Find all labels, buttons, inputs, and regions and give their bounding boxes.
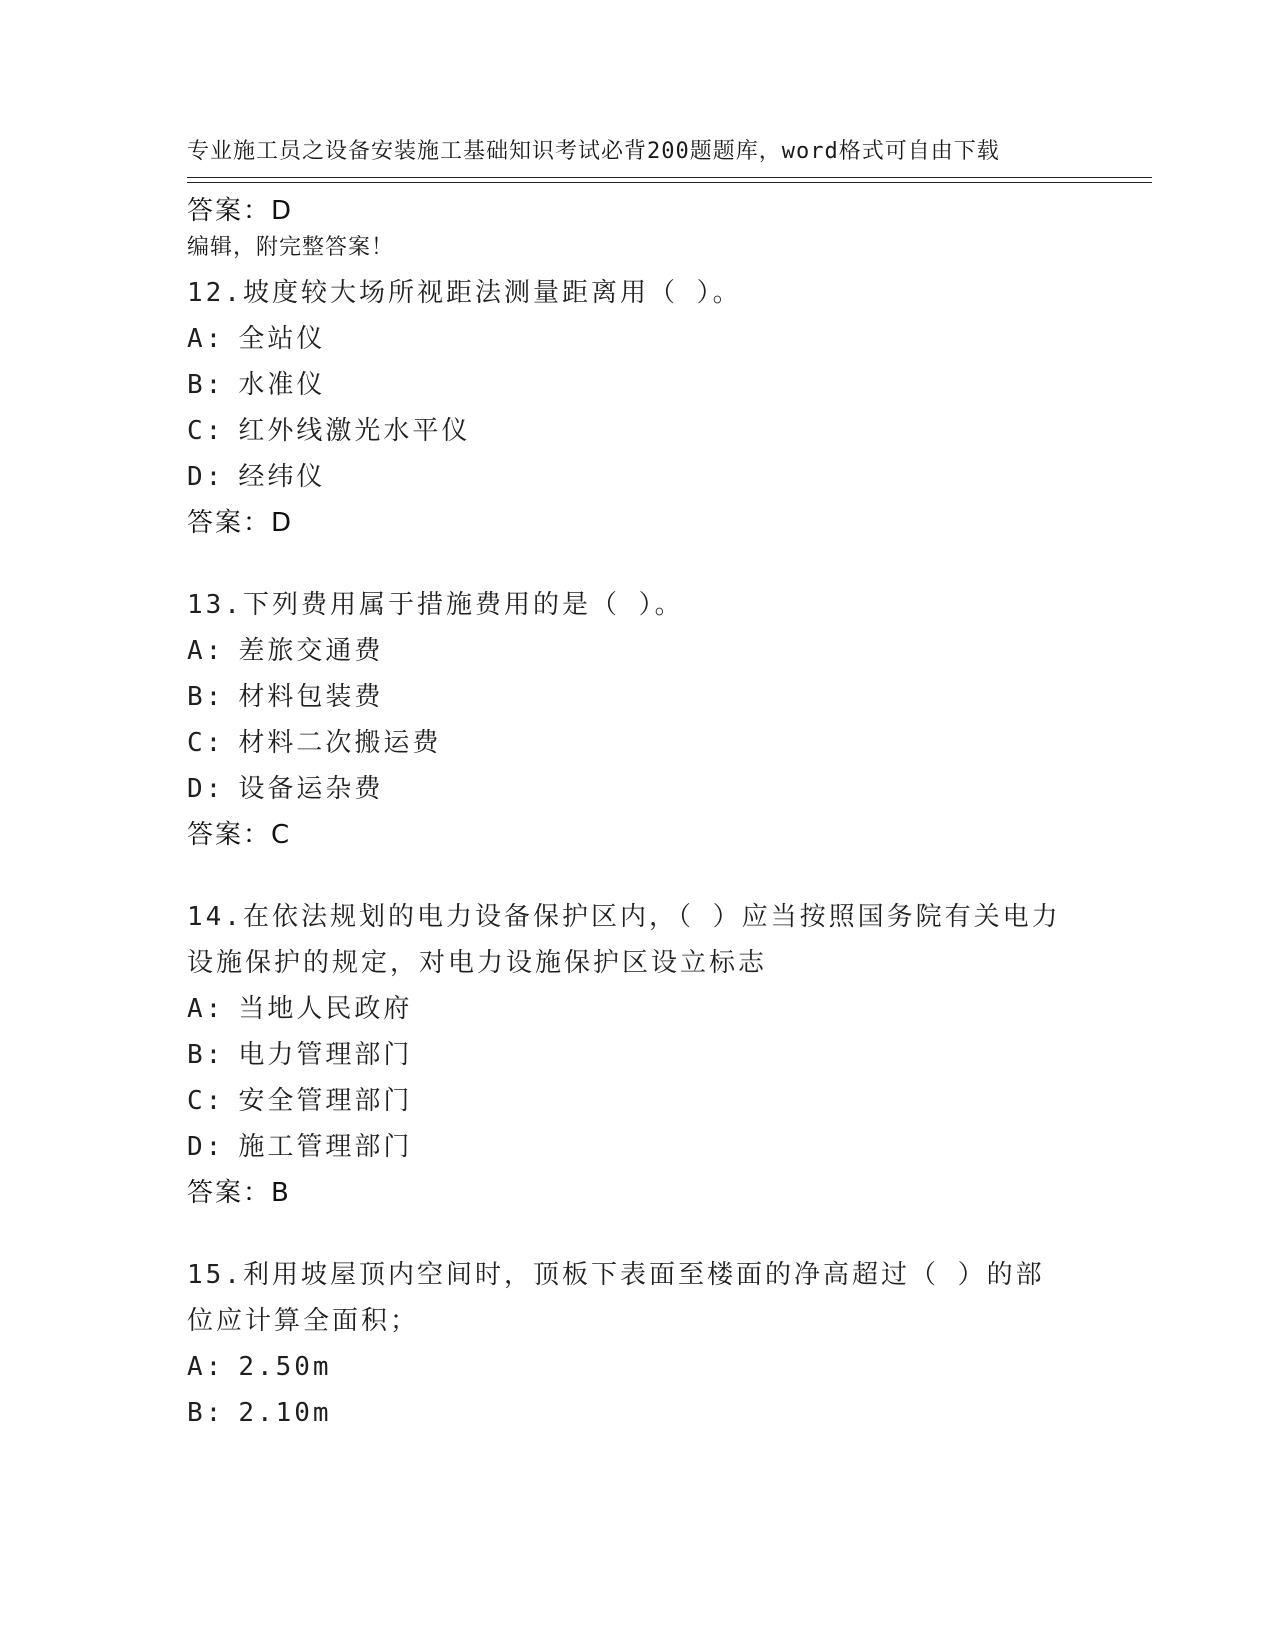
- option-b: [187, 674, 1067, 720]
- question-item: [187, 894, 1067, 1216]
- option-text: 材料二次搬运费: [238, 728, 442, 758]
- option-c: [187, 720, 1067, 766]
- option-letter: A:: [187, 324, 225, 354]
- option-text: 红外线激光水平仪: [238, 416, 471, 446]
- option-text: 2.10m: [238, 1398, 332, 1428]
- option-text: 材料包装费: [238, 682, 384, 712]
- option-text: 施工管理部门: [238, 1132, 413, 1162]
- answer-line: 答案：D: [187, 196, 294, 226]
- option-d: [187, 1124, 1067, 1170]
- option-text: 2.50m: [238, 1352, 332, 1382]
- option-a: [187, 628, 1067, 674]
- header-divider-top: [187, 177, 1152, 178]
- option-text: 经纬仪: [238, 462, 326, 492]
- question-list: [187, 188, 1067, 1436]
- option-text: 安全管理部门: [238, 1086, 413, 1116]
- option-letter: C:: [187, 416, 225, 446]
- header-line-1: 专业施工员之设备安装施工基础知识考试必背200题题库，word格式可自由下载: [187, 139, 1000, 164]
- option-a: [187, 1344, 1067, 1390]
- option-letter: B:: [187, 1398, 225, 1428]
- question-stem: 13.下列费用属于措施费用的是（ ）。: [187, 590, 684, 620]
- header-line-2: 编辑，附完整答案！: [187, 235, 395, 260]
- option-letter: D:: [187, 462, 225, 492]
- option-b: [187, 1390, 1067, 1436]
- option-letter: C:: [187, 1086, 225, 1116]
- question-item: [187, 582, 1067, 858]
- option-letter: A:: [187, 1352, 225, 1382]
- option-c: [187, 1078, 1067, 1124]
- header-divider-bottom: [187, 182, 1152, 183]
- option-letter: D:: [187, 774, 225, 804]
- option-letter: A:: [187, 994, 225, 1024]
- option-letter: B:: [187, 1040, 225, 1070]
- option-b: [187, 362, 1067, 408]
- option-letter: C:: [187, 728, 225, 758]
- answer-line: 答案：C: [187, 820, 292, 850]
- option-letter: A:: [187, 636, 225, 666]
- question-stem: 15.利用坡屋顶内空间时，顶板下表面至楼面的净高超过（ ）的部位应计算全面积；: [187, 1260, 1045, 1336]
- option-a: [187, 316, 1067, 362]
- option-text: 设备运杂费: [238, 774, 384, 804]
- option-text: 电力管理部门: [238, 1040, 413, 1070]
- option-text: 差旅交通费: [238, 636, 384, 666]
- answer-line: 答案：D: [187, 508, 294, 538]
- option-letter: D:: [187, 1132, 225, 1162]
- question-stem: 12.坡度较大场所视距法测量距离用（ ）。: [187, 278, 742, 308]
- question-item: [187, 1252, 1067, 1436]
- option-text: 全站仪: [238, 324, 326, 354]
- option-b: [187, 1032, 1067, 1078]
- option-text: 当地人民政府: [238, 994, 413, 1024]
- option-letter: B:: [187, 370, 225, 400]
- option-letter: B:: [187, 682, 225, 712]
- question-item: [187, 270, 1067, 546]
- option-d: [187, 454, 1067, 500]
- question-stem: 14.在依法规划的电力设备保护区内，（ ）应当按照国务院有关电力设施保护的规定，对电力设施保护区设立标志: [187, 902, 1061, 978]
- answer-line: 答案：B: [187, 1178, 291, 1208]
- option-a: [187, 986, 1067, 1032]
- option-d: [187, 766, 1067, 812]
- option-c: [187, 408, 1067, 454]
- option-text: 水准仪: [238, 370, 326, 400]
